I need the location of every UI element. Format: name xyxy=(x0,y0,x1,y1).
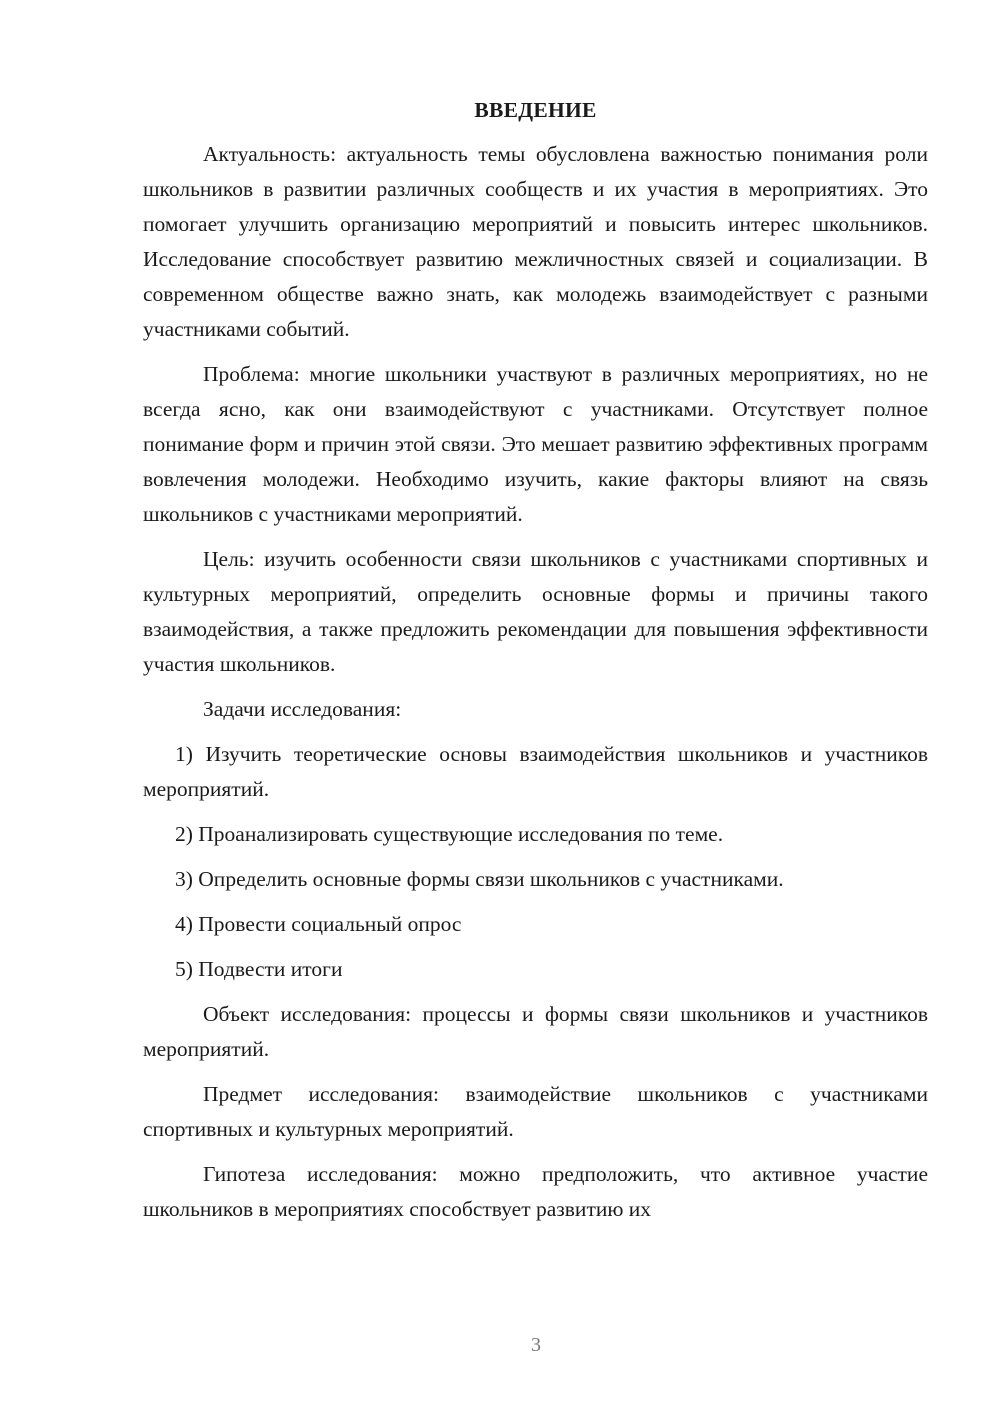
page-title: ВВЕДЕНИЕ xyxy=(474,98,597,122)
page-content xyxy=(143,96,928,1237)
tasks-heading: Задачи исследования: xyxy=(203,697,402,721)
task-item-5: 5) Подвести итоги xyxy=(175,957,343,981)
task-item-3: 3) Определить основные формы связи школьников с участниками. xyxy=(175,867,784,891)
paragraph-goal: Цель: изучить особенности связи школьников с участниками спортивных и культурных мероприятий, определить основные формы и причины такого взаимодействия, а также предложить рекомендации для повышения эффективности участия школьников. xyxy=(143,547,928,676)
paragraph-object: Объект исследования: процессы и формы связи школьников и участников мероприятий. xyxy=(143,1002,928,1061)
paragraph-subject: Предмет исследования: взаимодействие школьников с участниками спортивных и культурных мероприятий. xyxy=(143,1082,928,1141)
task-item-4: 4) Провести социальный опрос xyxy=(175,912,462,936)
paragraph-hypothesis: Гипотеза исследования: можно предположить, что активное участие школьников в мероприятиях способствует развитию их xyxy=(143,1162,928,1221)
paragraph-problem: Проблема: многие школьники участвуют в различных мероприятиях, но не всегда ясно, как они взаимодействуют с участниками. Отсутствует полное понимание форм и причин этой связи. Это мешает развитию эффективных программ вовлечения молодежи. Необходимо изучить, какие факторы влияют на связь школьников с участниками мероприятий. xyxy=(143,362,928,526)
paragraph-relevance: Актуальность: актуальность темы обусловлена важностью понимания роли школьников в развитии различных сообществ и их участия в мероприятиях. Это помогает улучшить организацию мероприятий и повысить интерес школьников. Исследование способствует развитию межличностных связей и социализации. В современном обществе важно знать, как молодежь взаимодействует с разными участниками событий. xyxy=(143,142,928,341)
task-item-2: 2) Проанализировать существующие исследования по теме. xyxy=(175,822,724,846)
page-number: 3 xyxy=(531,1334,541,1356)
task-item-1: 1) Изучить теоретические основы взаимодействия школьников и участников мероприятий. xyxy=(143,742,928,801)
tasks-list xyxy=(143,737,928,987)
